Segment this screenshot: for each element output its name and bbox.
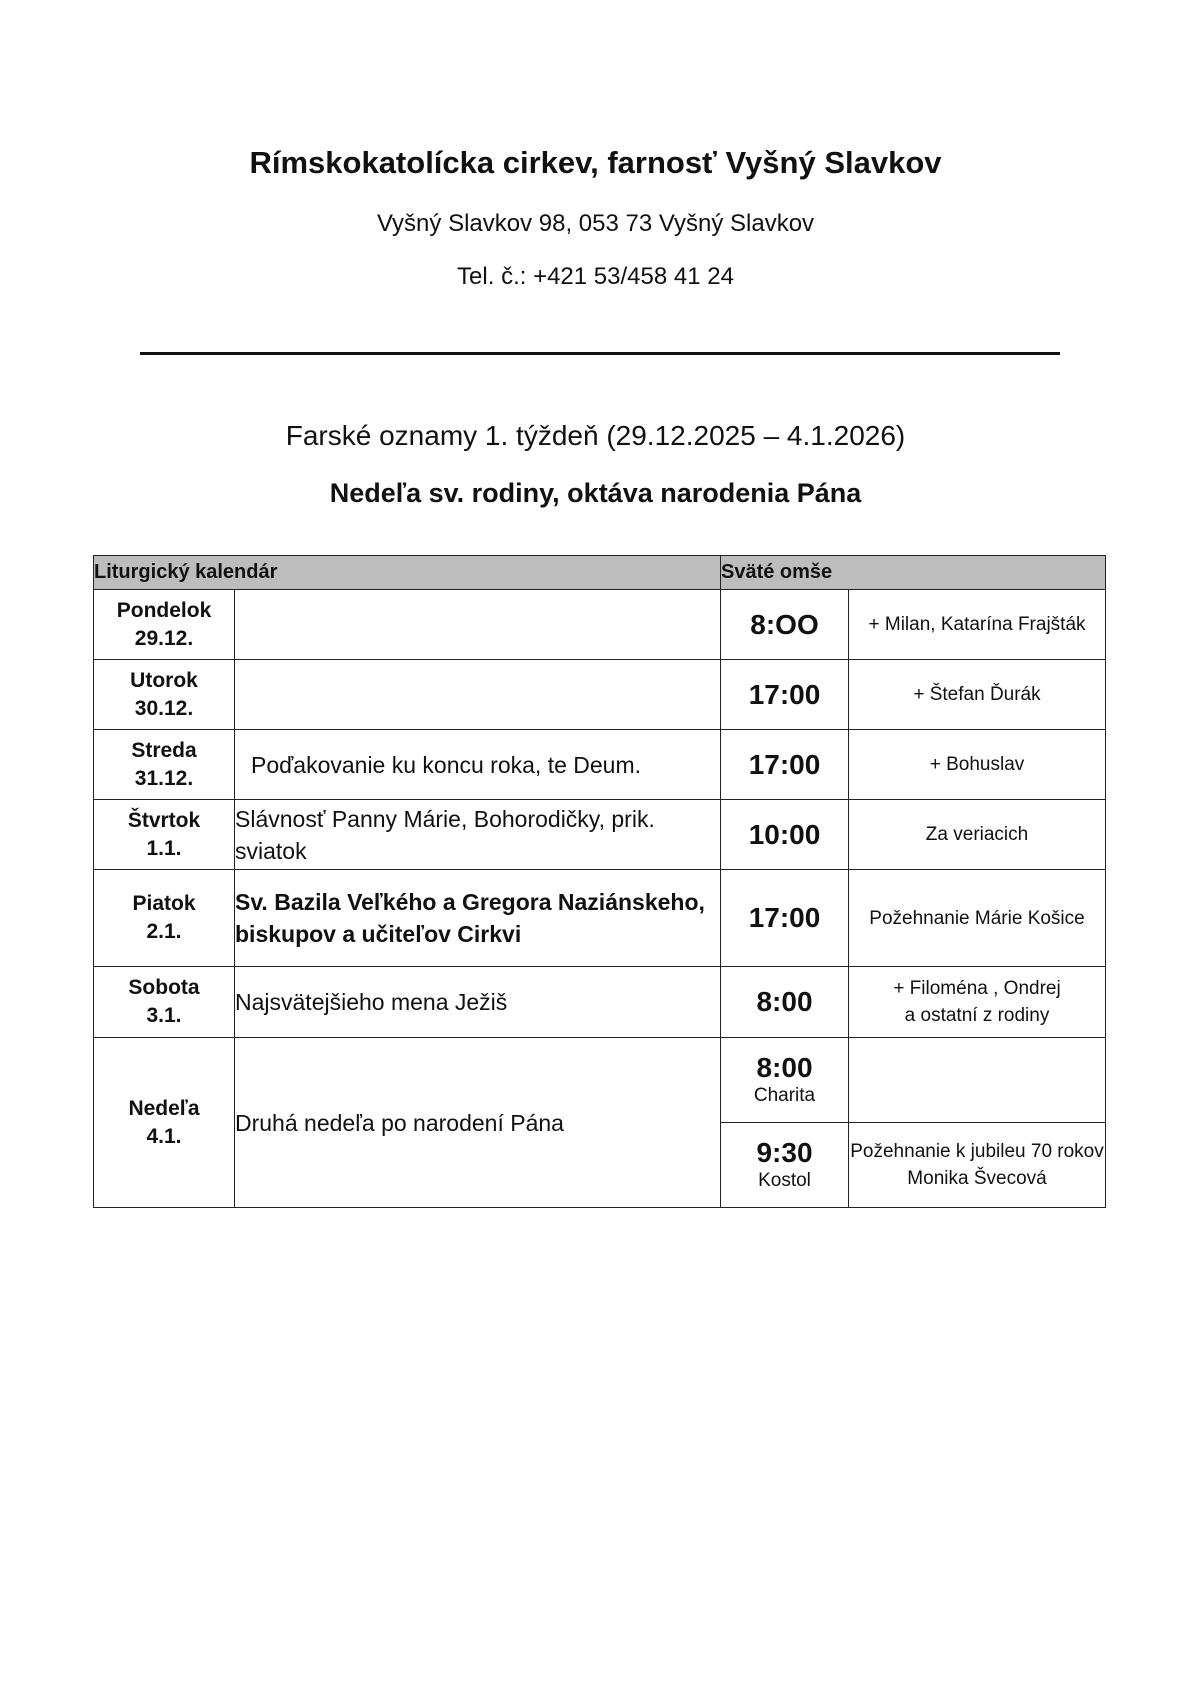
- table-row: [94, 730, 1106, 800]
- mass-time: 8:00: [721, 967, 849, 1038]
- mass-intention: + Milan, Katarína Frajšták: [849, 590, 1106, 660]
- mass-intention: + Filoména , Ondrej a ostatní z rodiny: [849, 967, 1106, 1038]
- table-header-row: [94, 556, 1106, 590]
- mass-time: 17:00: [721, 870, 849, 967]
- parish-title: Rímskokatolícka cirkev, farnosť Vyšný Slavkov: [249, 145, 942, 180]
- table-row: [94, 870, 1106, 967]
- feast-title: Nedeľa sv. rodiny, oktáva narodenia Pána: [329, 478, 862, 508]
- liturgy-cell: Poďakovanie ku koncu roka, te Deum.: [235, 730, 721, 800]
- day-cell: Štvrtok 1.1.: [94, 800, 235, 870]
- mass-intention: [849, 1038, 1106, 1123]
- day-cell: Piatok 2.1.: [94, 870, 235, 967]
- mass-place: Kostol: [758, 1170, 811, 1191]
- liturgy-cell: Sv. Bazila Veľkého a Gregora Naziánskeho, biskupov a učiteľov Cirkvi: [235, 870, 721, 967]
- liturgy-cell: Najsvätejšieho mena Ježiš: [235, 967, 721, 1038]
- table-row: [94, 660, 1106, 730]
- parish-address: Vyšný Slavkov 98, 053 73 Vyšný Slavkov: [376, 210, 815, 237]
- liturgy-cell: Slávnosť Panny Márie, Bohorodičky, prik. sviatok: [235, 800, 721, 870]
- liturgy-cell: [235, 660, 721, 730]
- mass-intention: Požehnanie k jubileu 70 rokov Monika Švecová: [849, 1123, 1106, 1208]
- table-row: [94, 800, 1106, 870]
- liturgy-cell: [235, 590, 721, 660]
- header-holy-masses: Sväté omše: [721, 556, 1106, 590]
- mass-time: 8:00 Charita: [721, 1038, 849, 1123]
- mass-time: 17:00: [721, 660, 849, 730]
- day-cell: Utorok 30.12.: [94, 660, 235, 730]
- header-liturgical-calendar: Liturgický kalendár: [94, 556, 721, 590]
- divider-line: [140, 352, 1060, 355]
- day-cell: Sobota 3.1.: [94, 967, 235, 1038]
- mass-time: 17:00: [721, 730, 849, 800]
- mass-place: Charita: [753, 1085, 816, 1106]
- table-row: [94, 590, 1106, 660]
- schedule-table: [93, 555, 1106, 1208]
- week-title: Farské oznamy 1. týždeň (29.12.2025 – 4.1.2026): [285, 420, 906, 451]
- day-cell: Nedeľa 4.1.: [94, 1038, 235, 1208]
- mass-intention: Požehnanie Márie Košice: [849, 870, 1106, 967]
- day-cell: Streda 31.12.: [94, 730, 235, 800]
- mass-intention: Za veriacich: [849, 800, 1106, 870]
- mass-time: 10:00: [721, 800, 849, 870]
- mass-intention: + Bohuslav: [849, 730, 1106, 800]
- mass-intention: + Štefan Ďurák: [849, 660, 1106, 730]
- table-row: [94, 967, 1106, 1038]
- parish-phone: Tel. č.: +421 53/458 41 24: [457, 263, 734, 290]
- mass-time: 9:30 Kostol: [721, 1123, 849, 1208]
- table-row: [94, 1038, 1106, 1123]
- mass-time: 8:OO: [721, 590, 849, 660]
- liturgy-cell: Druhá nedeľa po narodení Pána: [235, 1038, 721, 1208]
- day-cell: Pondelok 29.12.: [94, 590, 235, 660]
